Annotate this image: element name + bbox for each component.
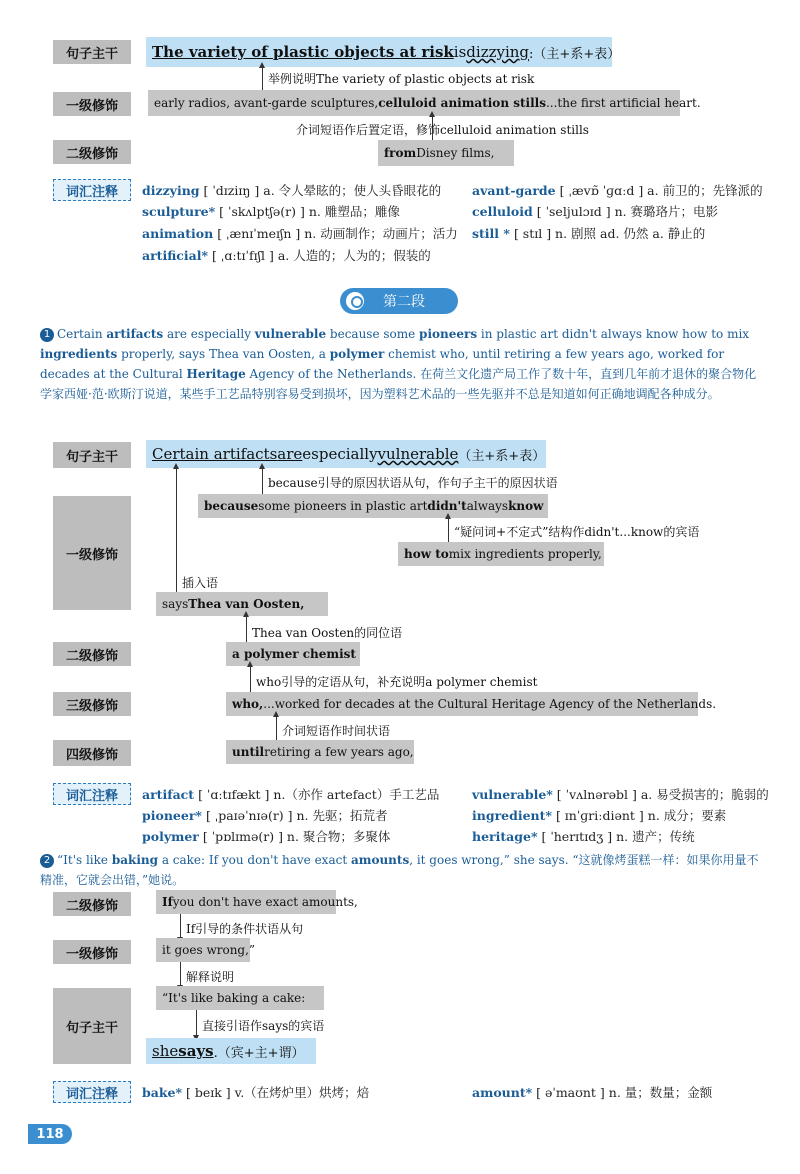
section-heading: 第二段 [340,288,458,314]
note: who引导的定语从句，补充说明a polymer chemist [256,675,538,689]
note: 举例说明The variety of plastic objects at risk [268,72,535,86]
note: Thea van Oosten的同位语 [252,626,403,640]
level1-text: early radios, avant-garde sculptures, [154,96,379,110]
key-word: baking [111,853,158,867]
main-quote-box: “It's like baking a cake: [156,986,324,1010]
level1-box [148,90,701,116]
level-label-l2: 二级修饰 [53,642,131,666]
main-structure: .（宾+主+谓） [213,1045,305,1061]
vocab-entry: animation [ ˌænɪˈmeɪʃn ] n. 动画制作；动画片；活力 [142,226,458,241]
arrow-line [262,67,263,91]
arrow-line-long [176,468,177,592]
note: 介词短语作时间状语 [282,724,391,738]
note: “疑问词+不定式”结构作didn't...know的宾语 [454,525,700,539]
level2-box: If you don't have exact amounts, [156,890,336,914]
vocab-entry: ingredient* [ ɪnˈɡriːdiənt ] n. 成分；要素 [472,808,727,823]
level-label-l2: 二级修饰 [53,140,131,164]
vocab-entry: still * [ stɪl ] n. 剧照 ad. 仍然 a. 静止的 [472,226,706,241]
main-structure: :（主+系+表） [529,46,621,62]
note: 介词短语作后置定语，修饰celluloid animation stills [296,123,589,137]
magnifier-icon [344,290,366,312]
note: 插入语 [182,576,219,590]
level4-box: until retiring a few years ago, [226,740,414,764]
page-number: 118 [28,1124,72,1144]
paragraph-1: 1 Certain artifacts are especially vulnerable because some pioneers in plastic art didn't always know how to mix ingredients properly, says Thea van Oosten, a polymer chemist who, until retiring a few years ago, worked for decades at the Cultural Heritage Agency of the Netherlands. 在荷兰文化遗产局工作了数十年，直到几年前才退休的聚合物化学家西娅·范·欧斯汀说道，某些手工艺品特别容易受到损坏，因为塑料艺术品的一些先驱并不总是知道如何正确地调配各种成分。 [40,327,757,401]
vocab-entry: bake* [ beɪk ] v.（在烤炉里）烘烤；焙 [142,1085,370,1100]
vocab-entry: artificial* [ ˌɑːtɪˈfɪʃl ] a. 人造的；人为的；假装的 [142,248,431,263]
arrow-line [250,666,251,692]
note: 直接引语作says的宾语 [202,1019,325,1033]
level1-box-because: because some pioneers in plastic art didn't always know [198,494,548,518]
paragraph-number: 2 [40,854,54,868]
main-subject: she [152,1042,179,1060]
key-word: amounts [350,853,410,867]
vocab-entry: avant-garde [ ˌævɒ̃ ˈɡɑːd ] a. 前卫的；先锋派的 [472,183,763,198]
level1-box: it goes wrong,” [156,938,250,962]
main-structure: （主+系+表） [458,448,546,464]
arrow-line [180,914,181,938]
main-subject: Certain artifacts [152,445,278,463]
arrow-line [246,616,247,642]
main-clause-box [146,440,546,468]
note: 解释说明 [186,970,235,984]
arrow-line [448,518,449,542]
vocab-entry: pioneer* [ ˌpaɪəˈnɪə(r) ] n. 先驱；拓荒者 [142,808,388,823]
level1-highlight: celluloid animation stills [378,96,546,110]
vocab-entry: heritage* [ ˈherɪtɪdʒ ] n. 遗产；传统 [472,829,695,844]
arrow-line [276,716,277,740]
level2-box [378,140,514,166]
vocab-entry: celluloid [ ˈseljulɔɪd ] n. 赛璐珞片；电影 [472,204,719,219]
level1-text-end: ...the first artificial heart. [545,96,701,110]
main-verb: are [277,445,303,463]
paragraph-number: 1 [40,328,54,342]
level-label-l1: 一级修饰 [53,496,131,610]
arrow-line [180,962,181,986]
main-clause-box [146,1038,316,1064]
arrow-line [262,468,263,494]
level-label-l1: 一级修饰 [53,940,131,964]
main-verb: says [178,1042,214,1060]
key-word: vulnerable [254,327,327,341]
vocab-label: 词汇注释 [53,1081,131,1103]
level-label-l3: 三级修饰 [53,692,131,716]
vocab-entry: vulnerable* [ ˈvʌlnərəbl ] a. 易受损害的；脆弱的 [472,787,769,802]
arrow-line [196,1010,197,1036]
vocab-entry: polymer [ ˈpɒlɪmə(r) ] n. 聚合物；多聚体 [142,829,391,844]
key-word: polymer [329,347,385,361]
vocab-label: 词汇注释 [53,783,131,805]
vocab-entry: dizzying [ ˈdɪziɪŋ ] a. 令人晕眩的；使人头昏眼花的 [142,183,442,198]
level2-box: a polymer chemist [226,642,360,666]
main-verb: is [453,43,467,61]
main-subject: The variety of plastic objects at risk [152,43,454,61]
level1-box-how: how to mix ingredients properly, [398,542,604,566]
level1-box-says: says Thea van Oosten, [156,592,328,616]
level2-text: Disney films, [416,146,495,160]
level2-prep: from [384,146,417,160]
key-word: pioneers [419,327,478,341]
level-label-main: 句子主干 [53,988,131,1064]
vocab-entry: amount* [ əˈmaʊnt ] n. 量；数量；金额 [472,1085,713,1100]
paragraph-2: 2 “It's like baking a cake: If you don't have exact amounts, it goes wrong,” she says. “这就像烤蛋糕一样：如果你用量不精准，它就会出错，”她说。 [40,853,759,887]
main-predicative: vulnerable [377,445,459,463]
level-label-main: 句子主干 [53,442,131,468]
note: because引导的原因状语从句，作句子主干的原因状语 [268,476,558,490]
key-word: artifacts [106,327,164,341]
main-predicative: dizzying [466,43,530,61]
main-clause-box [146,37,621,67]
main-adverb: especially [302,445,378,463]
level-label-l2: 二级修饰 [53,892,131,916]
level3-box: who, ...worked for decades at the Cultural Heritage Agency of the Netherlands. [226,692,698,716]
key-word: Heritage [186,367,246,381]
level-label-l4: 四级修饰 [53,740,131,766]
vocab-label: 词汇注释 [53,179,131,201]
vocab-entry: sculpture* [ ˈskʌlptʃə(r) ] n. 雕塑品；雕像 [142,204,400,219]
level-label-main: 句子主干 [53,40,131,64]
level-label-l1: 一级修饰 [53,92,131,116]
note: If引导的条件状语从句 [186,922,304,936]
key-word: ingredients [40,347,118,361]
vocab-entry: artifact [ ˈɑːtɪfækt ] n.（亦作 artefact）手工艺品 [142,787,440,802]
